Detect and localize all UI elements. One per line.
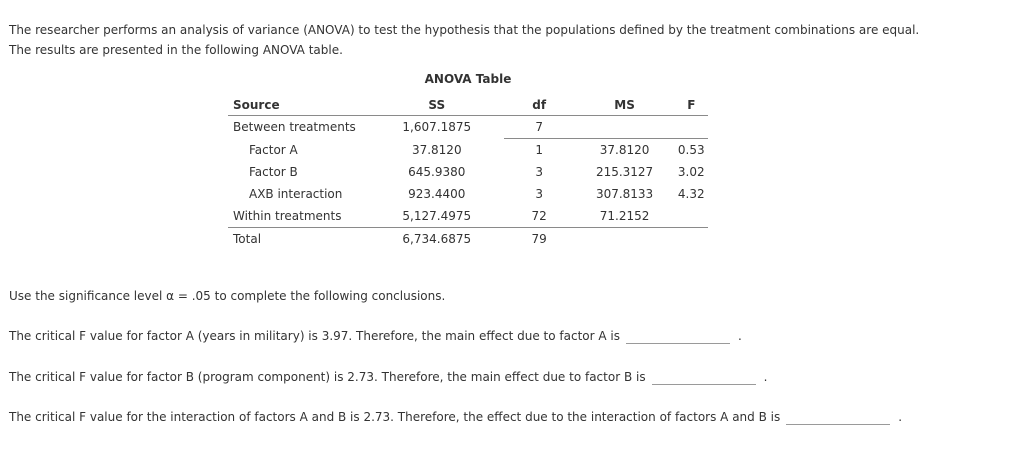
row-df: 79	[531, 232, 547, 246]
table-row-total	[228, 228, 708, 251]
question-factor-b-text: The critical F value for factor B (program component) is 2.73. Therefore, the main effect due to factor B is	[9, 370, 646, 384]
row-ms	[575, 116, 675, 139]
row-f: 3.02	[677, 165, 705, 179]
row-ms	[575, 228, 675, 251]
row-source: Factor A	[249, 142, 298, 157]
row-df: 3	[535, 187, 543, 201]
row-df: 72	[504, 205, 575, 228]
table-row-within-treatments	[228, 205, 708, 228]
answer-blank-interaction[interactable]	[786, 410, 890, 425]
answer-blank-factor-b[interactable]	[652, 370, 756, 385]
row-ss: 37.8120	[411, 142, 462, 157]
row-f: 4.32	[677, 187, 705, 201]
header-f: F	[675, 94, 708, 116]
row-ss: 645.9380	[408, 165, 466, 179]
row-source: AXB interaction	[249, 187, 343, 201]
row-df: 1	[535, 143, 543, 157]
header-ms: MS	[575, 94, 675, 116]
header-ss: SS	[370, 94, 504, 116]
row-f	[675, 228, 708, 251]
row-source: Within treatments	[228, 205, 370, 228]
row-source: Total	[233, 232, 262, 246]
row-ss: 6,734.6875	[402, 232, 472, 246]
answer-blank-factor-a[interactable]	[626, 329, 730, 344]
row-df: 3	[535, 165, 543, 179]
period: .	[898, 410, 903, 424]
intro-text	[9, 20, 1014, 60]
table-row-between-treatments	[228, 116, 708, 139]
row-source: Factor B	[249, 165, 298, 179]
header-source: Source	[228, 94, 370, 116]
row-ss: 1,607.1875	[402, 120, 472, 135]
question-factor-b	[9, 369, 1014, 385]
significance-text: Use the significance level α = .05 to complete the following conclusions.	[9, 289, 446, 303]
table-row-factor-a	[228, 139, 708, 162]
row-ms: 307.8133	[595, 187, 654, 201]
question-interaction-text: The critical F value for the interaction of factors A and B is 2.73. Therefore, the effect due to the interaction of factors A and B is	[9, 410, 781, 424]
row-f: 0.53	[677, 143, 705, 157]
row-f	[675, 116, 708, 139]
row-ms: 215.3127	[595, 165, 654, 179]
period: .	[738, 329, 742, 343]
row-ms: 37.8120	[599, 143, 650, 157]
header-df: df	[504, 94, 575, 116]
row-f	[675, 205, 708, 228]
question-factor-a	[9, 328, 1014, 344]
row-df: 7	[504, 116, 575, 139]
anova-table-title: ANOVA Table	[424, 72, 512, 86]
row-ss: 5,127.4975	[370, 205, 504, 228]
question-factor-a-text: The critical F value for factor A (years in military) is 3.97. Therefore, the main effect due to factor A is	[9, 329, 620, 343]
table-row-factor-b	[228, 161, 708, 183]
question-interaction	[9, 409, 1014, 425]
table-row-axb-interaction	[228, 183, 708, 205]
anova-header-row	[228, 94, 708, 116]
intro-line-2: The results are presented in the following ANOVA table.	[9, 43, 343, 57]
anova-table	[228, 94, 708, 250]
intro-line-1: The researcher performs an analysis of variance (ANOVA) to test the hypothesis that the populations defined by the treatment combinations are equal.	[9, 23, 920, 37]
row-ms: 71.2152	[575, 205, 675, 228]
period: .	[763, 370, 768, 384]
row-ss: 923.4400	[408, 187, 466, 201]
row-source: Between treatments	[233, 120, 356, 135]
